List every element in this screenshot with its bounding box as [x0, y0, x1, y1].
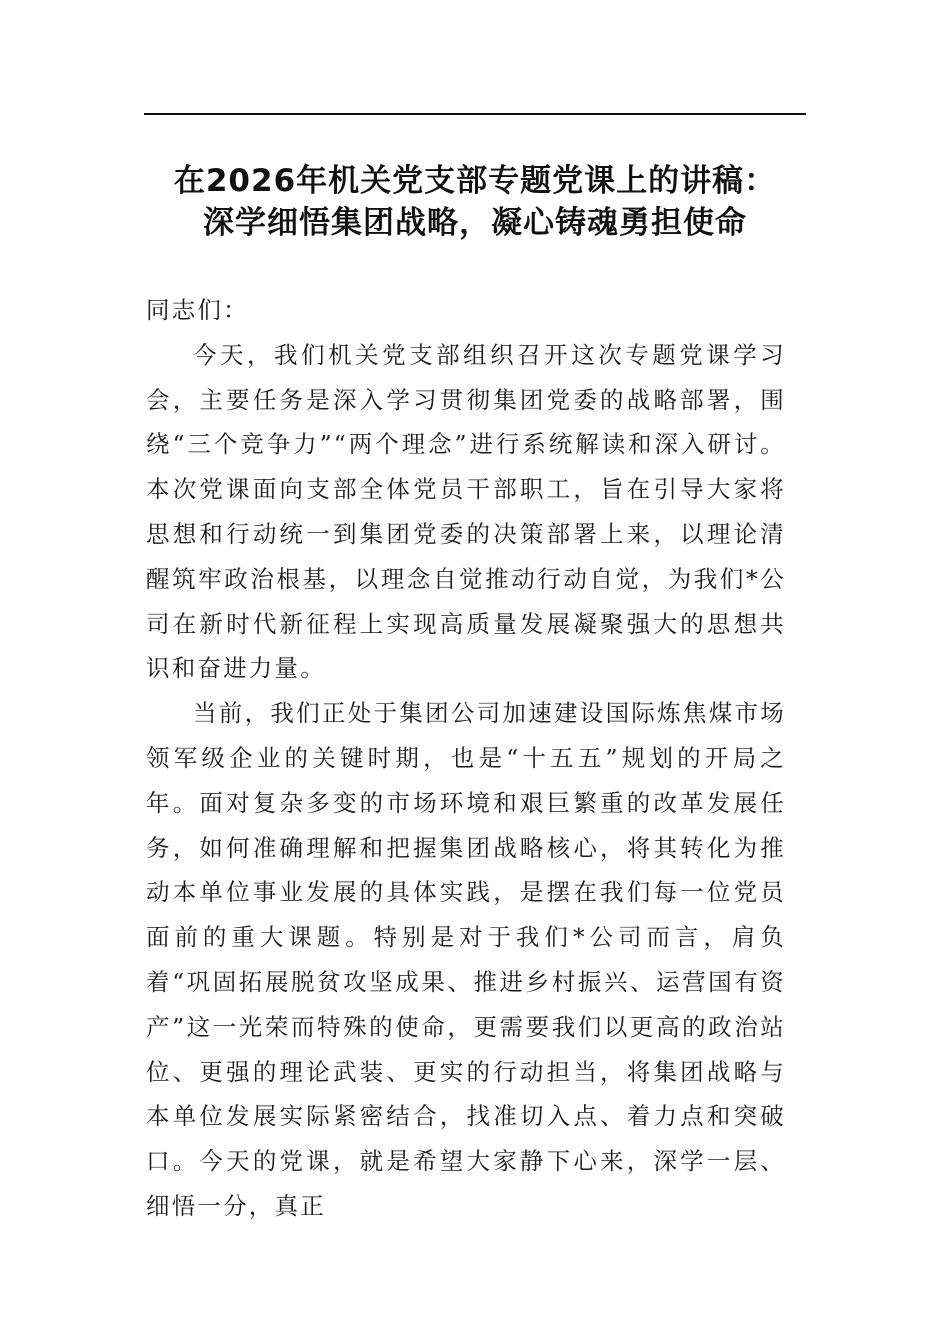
document-title: [110, 160, 840, 244]
paragraph-2: 当前，我们正处于集团公司加速建设国际炼焦煤市场领军级企业的关键时期，也是“十五五”规划的开局之年。面对复杂多变的市场环境和艰巨繁重的改革发展任务，如何准确理解和把握集团战略核心，将其转化为推动本单位事业发展的具体实践，是摆在我们每一位党员面前的重大课题。特别是对于我们*公司而言，肩负着“巩固拓展脱贫攻坚成果、推进乡村振兴、运营国有资产”这一光荣而特殊的使命，更需要我们以更高的政治站位、更强的理论武装、更实的行动担当，将集团战略与本单位发展实际紧密结合，找准切入点、着力点和突破口。今天的党课，就是希望大家静下心来，深学一层、细悟一分，真正: [146, 699, 786, 1220]
paragraph-1: 今天，我们机关党支部组织召开这次专题党课学习会，主要任务是深入学习贯彻集团党委的战略部署，围绕“三个竞争力”“两个理念”进行系统解读和深入研讨。本次党课面向支部全体党员干部职工，旨在引导大家将思想和行动统一到集团党委的决策部署上来，以理论清醒筑牢政治根基，以理念自觉推动行动自觉，为我们*公司在新时代新征程上实现高质量发展凝聚强大的思想共识和奋进力量。: [146, 340, 786, 683]
document-body: [146, 288, 786, 1229]
header-rule: [144, 113, 806, 115]
title-line-1: 在2026年机关党支部专题党课上的讲稿：: [173, 163, 777, 199]
title-line-2: 深学细悟集团战略，凝心铸魂勇担使命: [203, 205, 747, 241]
salutation: 同志们：: [146, 296, 249, 324]
